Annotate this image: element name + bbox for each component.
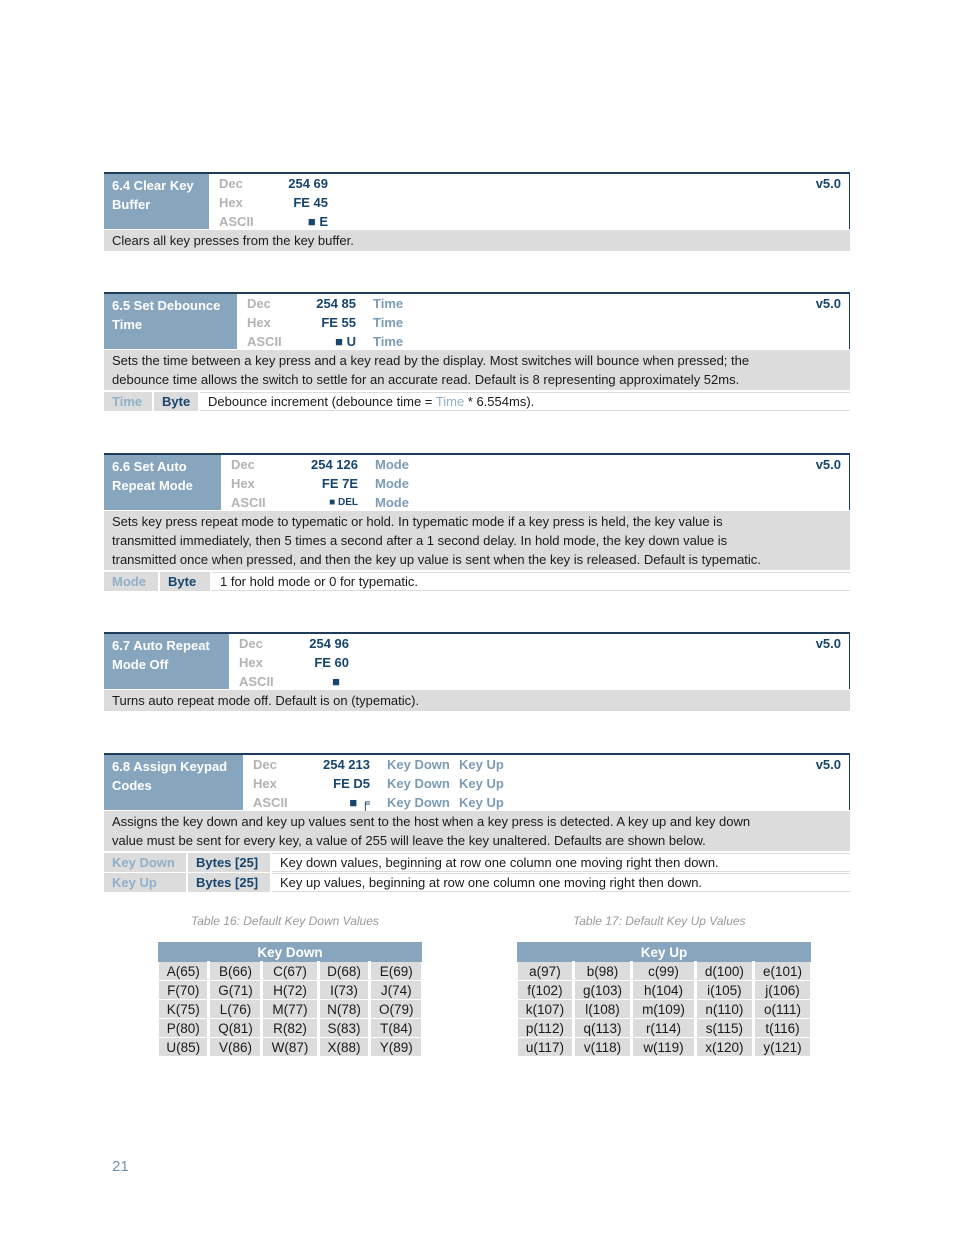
dec-value: 254 126 (311, 457, 358, 472)
ascii-label: ASCII (239, 674, 274, 689)
command-title (104, 455, 221, 510)
param-dec: Time (373, 296, 404, 311)
table-cell: a(97) (518, 962, 574, 981)
table-cell: W(87) (262, 1038, 318, 1057)
ascii-value: ■ ╒ (349, 795, 370, 810)
table-cell: J(74) (370, 981, 422, 1000)
param-desc-text: Debounce increment (debounce time = (208, 394, 436, 409)
table-cell: N(78) (318, 1000, 370, 1019)
dec-value: 254 85 (316, 296, 356, 311)
table-row (159, 1038, 422, 1057)
param-ascii-keydown: Key Down (387, 795, 450, 810)
table-row (159, 1019, 422, 1038)
table-cell: B(66) (209, 962, 262, 981)
hex-value: FE 7E (321, 476, 358, 491)
table-row (159, 962, 422, 981)
param-description (200, 392, 850, 411)
description-line: debounce time allows the switch to settle for an accurate read. Default is 8 representing approximately 52ms. (112, 372, 740, 387)
table-cell: P(80) (159, 1019, 209, 1038)
command-header (104, 753, 850, 810)
version-label: v5.0 (815, 636, 841, 651)
hex-label: Hex (219, 195, 243, 210)
param-desc-text: Key up values, beginning at row one column one moving right then down. (280, 875, 703, 890)
table-row (159, 1000, 422, 1019)
table-cell: A(65) (159, 962, 209, 981)
command-header (104, 292, 850, 349)
table-cell: n(110) (695, 1000, 753, 1019)
hex-label: Hex (253, 776, 277, 791)
table-cell: v(118) (573, 1038, 631, 1057)
table-cell: L(76) (209, 1000, 262, 1019)
param-name: Mode (104, 572, 158, 591)
dec-label: Dec (231, 457, 255, 472)
version-label: v5.0 (815, 176, 841, 191)
param-type: Bytes [25] (188, 873, 270, 892)
key-down-table (158, 942, 422, 1057)
table-cell: i(105) (695, 981, 753, 1000)
command-6-5 (104, 292, 850, 411)
command-header (104, 172, 850, 229)
dec-value: 254 96 (309, 636, 349, 651)
title-line: Repeat Mode (112, 478, 193, 493)
table-cell: u(117) (518, 1038, 574, 1057)
table-cell: V(86) (209, 1038, 262, 1057)
param-desc-text: 1 for hold mode or 0 for typematic. (220, 574, 418, 589)
ascii-value: ■ DEL (329, 497, 358, 508)
command-header (104, 632, 850, 689)
param-name: Time (104, 392, 152, 411)
ascii-label: ASCII (247, 334, 282, 349)
table-cell: U(85) (159, 1038, 209, 1057)
table-cell: M(77) (262, 1000, 318, 1019)
table-cell: T(84) (370, 1019, 422, 1038)
dec-value: 254 69 (288, 176, 328, 191)
param-hex-keydown: Key Down (387, 776, 450, 791)
dec-value: 254 213 (323, 757, 370, 772)
table-cell: d(100) (695, 962, 753, 981)
title-line: Mode Off (112, 657, 169, 672)
table-cell: y(121) (754, 1038, 811, 1057)
command-header (104, 453, 850, 510)
hex-label: Hex (231, 476, 255, 491)
table-cell: G(71) (209, 981, 262, 1000)
param-dec-keydown: Key Down (387, 757, 450, 772)
table-row (159, 981, 422, 1000)
description-line: Turns auto repeat mode off. Default is on (typematic). (112, 693, 420, 708)
dec-label: Dec (253, 757, 277, 772)
description-line: Sets key press repeat mode to typematic or hold. In typematic mode if a key press is held, the key value is (112, 514, 723, 529)
table-cell: Q(81) (209, 1019, 262, 1038)
command-6-8 (104, 753, 850, 892)
command-title (104, 294, 237, 349)
command-6-7 (104, 632, 850, 711)
command-description (104, 810, 850, 851)
title-line: Buffer (112, 197, 151, 212)
param-ascii-keyup: Key Up (459, 795, 504, 810)
param-ascii: Time (373, 334, 404, 349)
table-cell: C(67) (262, 962, 318, 981)
ascii-value: ■ U (335, 334, 356, 349)
table-cell: m(109) (632, 1000, 696, 1019)
table-cell: r(114) (632, 1019, 696, 1038)
dec-label: Dec (219, 176, 243, 191)
param-row (104, 572, 850, 591)
table-cell: k(107) (518, 1000, 574, 1019)
table-row (518, 1038, 811, 1057)
table-cell: w(119) (632, 1038, 696, 1057)
table-caption-key-down: Table 16: Default Key Down Values (191, 914, 379, 928)
command-description (104, 349, 850, 390)
table-cell: e(101) (754, 962, 811, 981)
description-line: transmitted immediately, then 5 times a second after a 1 second delay. In hold mode, the key down value is (112, 533, 728, 548)
title-line: 6.4 Clear Key (112, 178, 194, 193)
table-cell: c(99) (632, 962, 696, 981)
param-type: Bytes [25] (188, 853, 270, 872)
param-desc-text: * 6.554ms). (464, 394, 535, 409)
key-up-table (517, 942, 811, 1057)
hex-value: FE 45 (293, 195, 328, 210)
ascii-label: ASCII (231, 495, 266, 510)
version-label: v5.0 (815, 457, 841, 472)
dec-label: Dec (239, 636, 263, 651)
version-label: v5.0 (815, 757, 841, 772)
hex-label: Hex (239, 655, 263, 670)
description-line: Clears all key presses from the key buffer. (112, 233, 354, 248)
hex-value: FE D5 (333, 776, 370, 791)
command-6-4 (104, 172, 850, 251)
title-line: Codes (112, 778, 152, 793)
table-cell: q(113) (573, 1019, 631, 1038)
page-number: 21 (112, 1158, 129, 1175)
table-row (518, 1000, 811, 1019)
param-row (104, 873, 850, 892)
param-row (104, 853, 850, 872)
param-name: Key Down (104, 853, 186, 872)
table-cell: H(72) (262, 981, 318, 1000)
table-cell: s(115) (695, 1019, 753, 1038)
dec-label: Dec (247, 296, 271, 311)
ascii-label: ASCII (253, 795, 288, 810)
table-header: Key Down (159, 943, 422, 962)
ascii-value: ■ (332, 674, 340, 689)
table-cell: Y(89) (370, 1038, 422, 1057)
description-line: value must be sent for every key, a value of 255 will leave the key unaltered. Defaults are shown below. (112, 833, 706, 848)
table-row (518, 1019, 811, 1038)
table-header: Key Up (518, 943, 811, 962)
hex-label: Hex (247, 315, 271, 330)
table-cell: f(102) (518, 981, 574, 1000)
table-cell: l(108) (573, 1000, 631, 1019)
title-line: 6.8 Assign Keypad (112, 759, 228, 774)
command-title (104, 755, 243, 810)
table-caption-key-up: Table 17: Default Key Up Values (573, 914, 746, 928)
param-description (272, 853, 850, 872)
param-desc-highlight: Time (435, 394, 465, 409)
command-description (104, 689, 850, 711)
table-cell: S(83) (318, 1019, 370, 1038)
param-name: Key Up (104, 873, 186, 892)
table-row (518, 962, 811, 981)
description-line: transmitted once when pressed, and then the key up value is sent when the key is released. Default is typematic. (112, 552, 761, 567)
title-line: Time (112, 317, 143, 332)
table-cell: h(104) (632, 981, 696, 1000)
hex-value: FE 60 (314, 655, 349, 670)
table-cell: X(88) (318, 1038, 370, 1057)
title-line: 6.5 Set Debounce (112, 298, 221, 313)
table-cell: x(120) (695, 1038, 753, 1057)
param-description (272, 873, 850, 892)
table-cell: j(106) (754, 981, 811, 1000)
table-cell: g(103) (573, 981, 631, 1000)
table-cell: b(98) (573, 962, 631, 981)
param-hex-keyup: Key Up (459, 776, 504, 791)
param-dec-keyup: Key Up (459, 757, 504, 772)
param-hex: Mode (375, 476, 409, 491)
command-title (104, 634, 229, 689)
version-label: v5.0 (815, 296, 841, 311)
param-row (104, 392, 850, 411)
description-line: Assigns the key down and key up values sent to the host when a key press is detected. A key up and key down (112, 814, 751, 829)
title-line: 6.6 Set Auto (112, 459, 187, 474)
description-line: Sets the time between a key press and a key read by the display. Most switches will bounce when pressed; the (112, 353, 750, 368)
command-description (104, 510, 850, 570)
hex-value: FE 55 (321, 315, 356, 330)
param-hex: Time (373, 315, 404, 330)
table-cell: D(68) (318, 962, 370, 981)
table-cell: t(116) (754, 1019, 811, 1038)
table-cell: O(79) (370, 1000, 422, 1019)
table-row (518, 981, 811, 1000)
param-dec: Mode (375, 457, 409, 472)
param-ascii: Mode (375, 495, 409, 510)
table-cell: K(75) (159, 1000, 209, 1019)
ascii-value: ■ E (307, 214, 328, 229)
command-title (104, 174, 209, 229)
ascii-label: ASCII (219, 214, 254, 229)
table-cell: F(70) (159, 981, 209, 1000)
table-cell: o(111) (754, 1000, 811, 1019)
param-type: Byte (154, 392, 198, 411)
param-description (212, 572, 850, 591)
command-description (104, 229, 850, 251)
table-cell: R(82) (262, 1019, 318, 1038)
command-6-6 (104, 453, 850, 591)
param-type: Byte (160, 572, 210, 591)
table-cell: I(73) (318, 981, 370, 1000)
table-cell: p(112) (518, 1019, 574, 1038)
title-line: 6.7 Auto Repeat (112, 638, 210, 653)
param-desc-text: Key down values, beginning at row one column one moving right then down. (280, 855, 719, 870)
table-cell: E(69) (370, 962, 422, 981)
